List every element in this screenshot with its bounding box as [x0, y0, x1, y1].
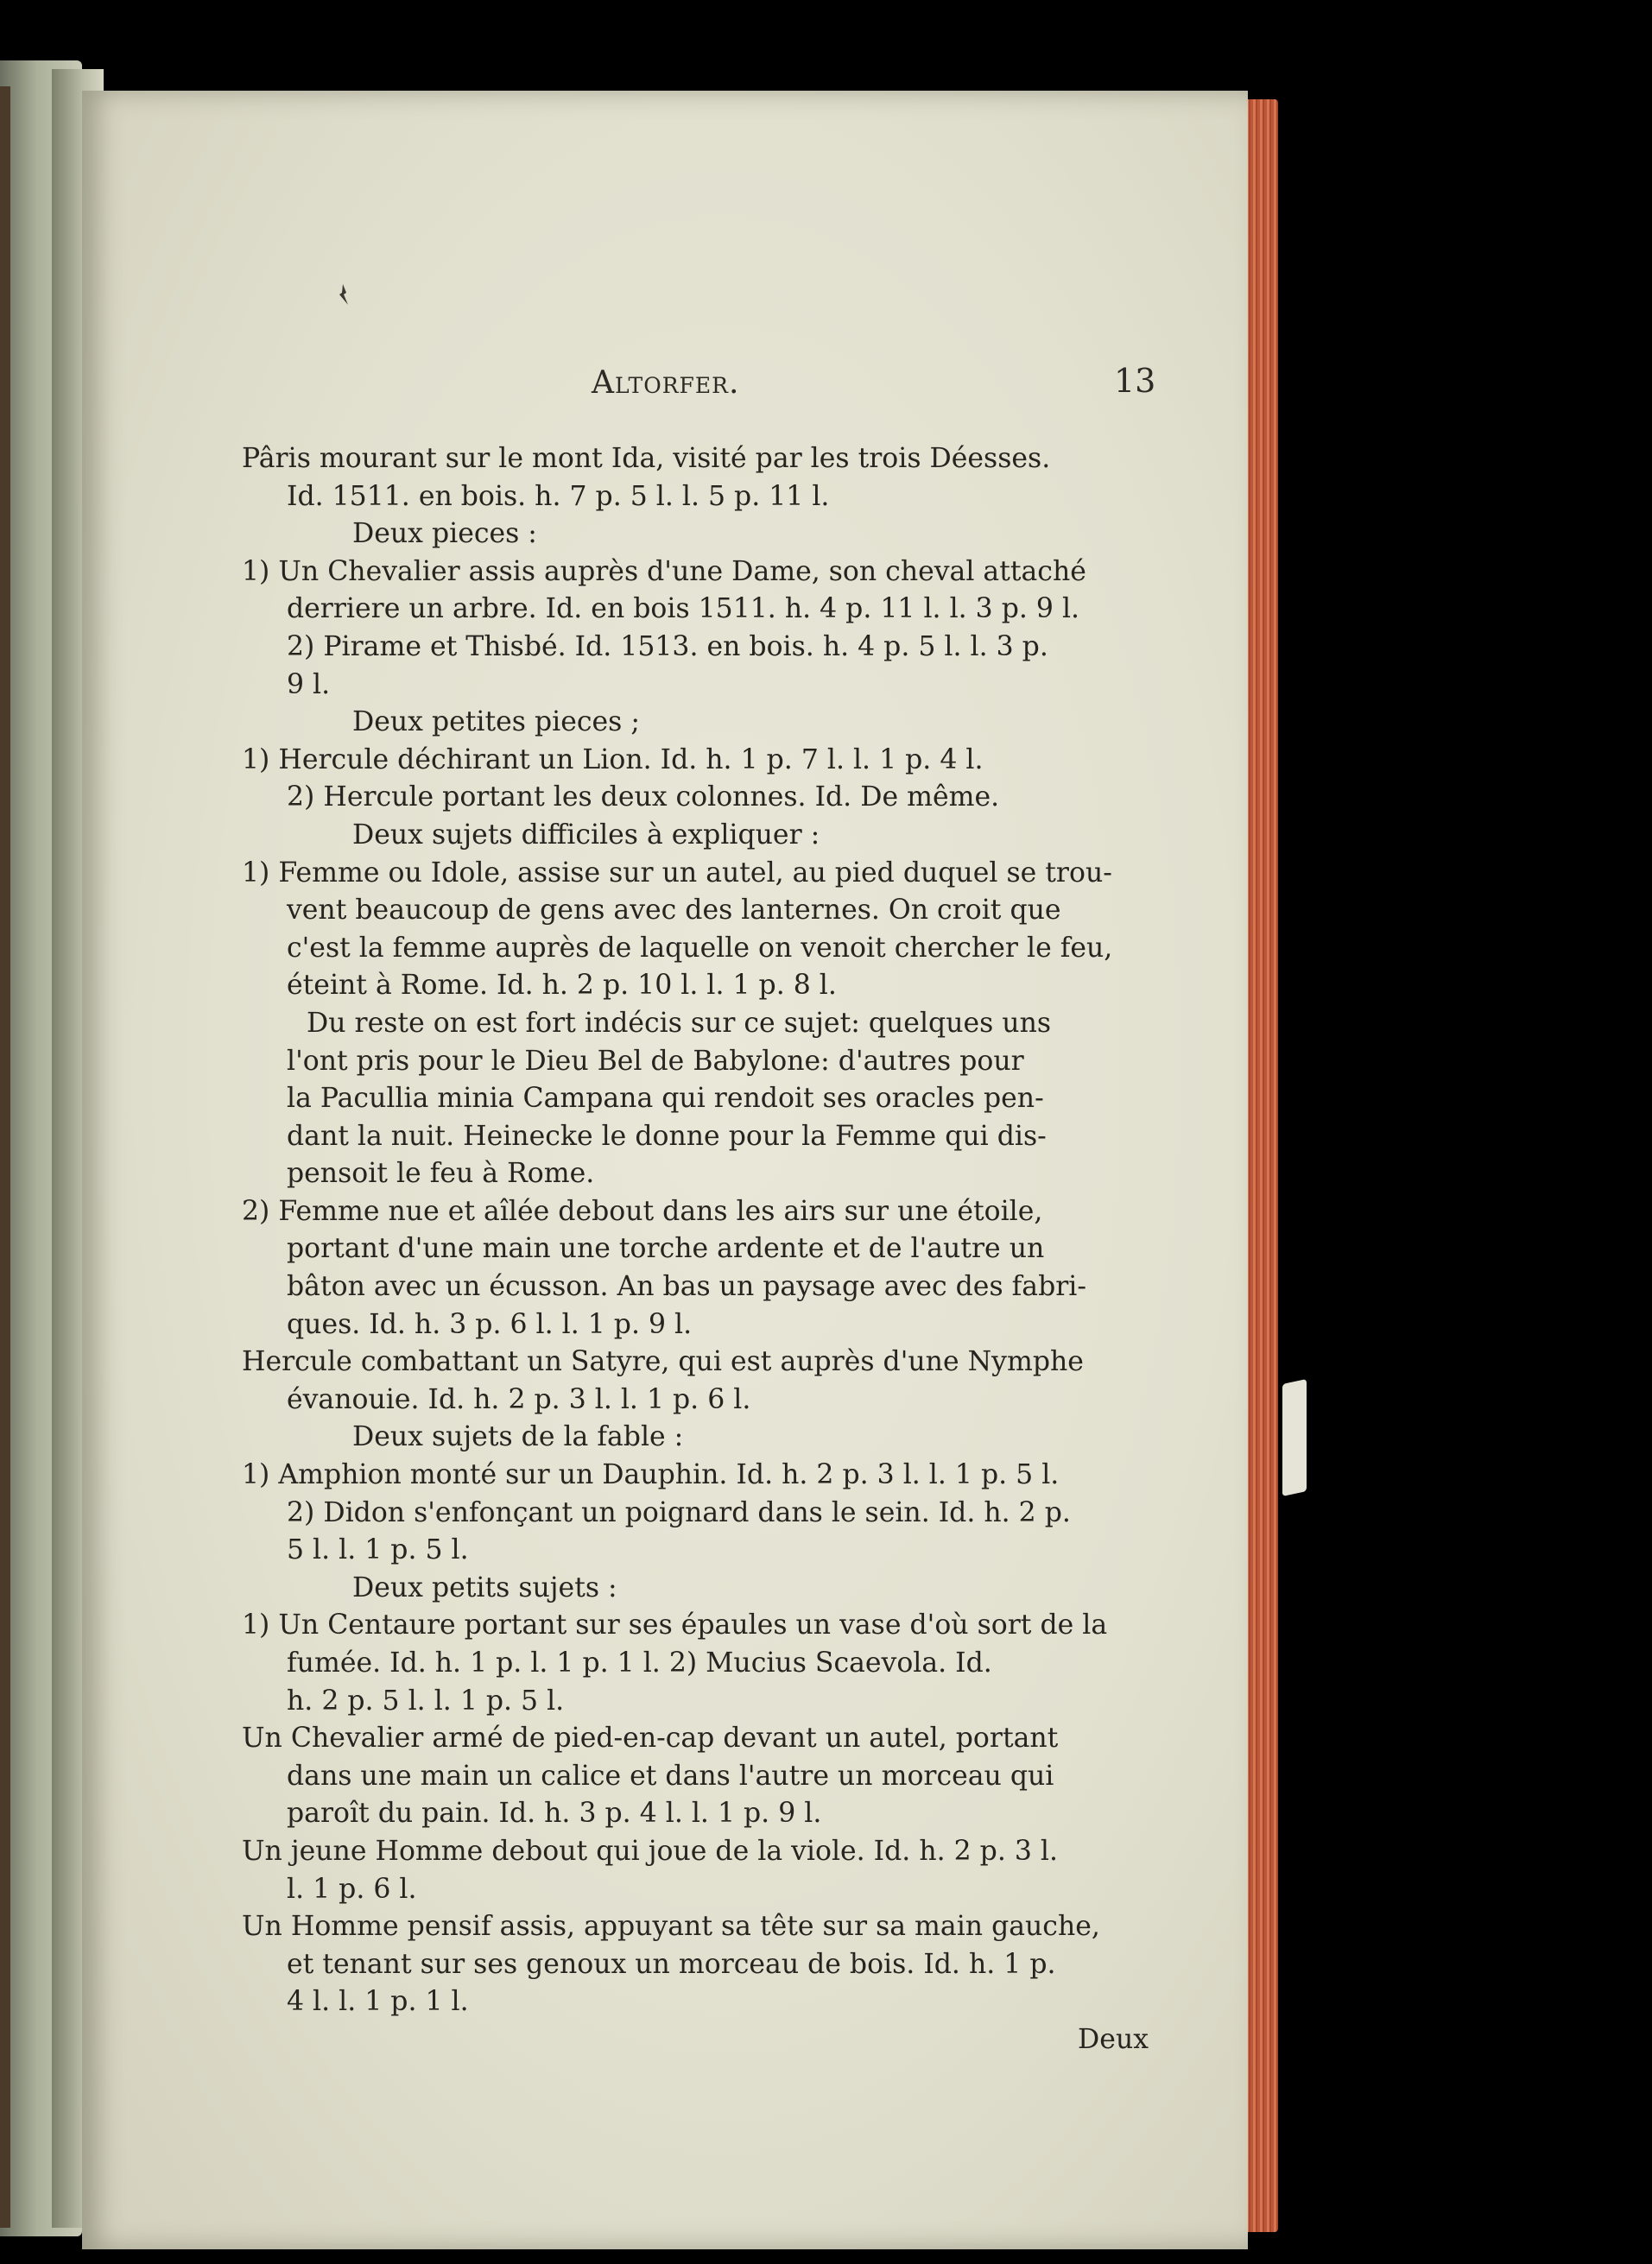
text-line: éteint à Rome. Id. h. 2 p. 10 l. l. 1 p. 8 l.: [287, 970, 837, 1002]
text-line: c'est la femme auprès de laquelle on venoit chercher le feu,: [287, 932, 1113, 964]
text-line: la Pacullia minia Campana qui rendoit ses oracles pen-: [287, 1083, 1044, 1115]
text-line: Hercule combattant un Satyre, qui est auprès d'une Nymphe: [242, 1346, 1084, 1378]
page-fore-edge: [1244, 99, 1278, 2232]
page-number: 13: [1114, 362, 1156, 400]
text-line: Id. 1511. en bois. h. 7 p. 5 l. l. 5 p. 11 l.: [287, 480, 830, 512]
text-line: l. 1 p. 6 l.: [287, 1873, 417, 1905]
text-line: 2) Femme nue et aîlée debout dans les airs sur une étoile,: [242, 1195, 1043, 1227]
text-line: portant d'une main une torche ardente et de l'autre un: [287, 1233, 1045, 1265]
text-line: ques. Id. h. 3 p. 6 l. l. 1 p. 9 l.: [287, 1308, 693, 1340]
section-heading: Deux petites pieces ;: [352, 706, 640, 738]
text-line: Un jeune Homme debout qui joue de la viole. Id. h. 2 p. 3 l.: [242, 1835, 1059, 1867]
text-line: Un Homme pensif assis, appuyant sa tête sur sa main gauche,: [242, 1911, 1100, 1943]
text-line: Du reste on est fort indécis sur ce sujet: quelques uns: [307, 1007, 1052, 1039]
text-line: paroît du pain. Id. h. 3 p. 4 l. l. 1 p. 9 l.: [287, 1798, 822, 1830]
text-line: derriere un arbre. Id. en bois 1511. h. 4 p. 11 l. l. 3 p. 9 l.: [287, 593, 1080, 625]
text-line: dans une main un calice et dans l'autre un morceau qui: [287, 1760, 1054, 1792]
catchword: Deux: [1078, 2023, 1149, 2055]
text-line: 2) Didon s'enfonçant un poignard dans le sein. Id. h. 2 p.: [287, 1496, 1071, 1528]
text-line: 1) Un Centaure portant sur ses épaules un vase d'où sort de la: [242, 1609, 1108, 1641]
ink-mark-icon: [334, 282, 351, 308]
left-cover-edge: [0, 86, 10, 2228]
section-heading: Deux sujets de la fable :: [352, 1421, 684, 1453]
running-head: Altorfer.: [592, 365, 740, 401]
text-line: 1) Femme ou Idole, assise sur un autel, au pied duquel se trou-: [242, 857, 1112, 889]
text-line: 9 l.: [287, 668, 331, 700]
section-heading: Deux petits sujets :: [352, 1572, 617, 1603]
text-line: h. 2 p. 5 l. l. 1 p. 5 l.: [287, 1685, 565, 1717]
text-line: Pâris mourant sur le mont Ida, visité par les trois Déesses.: [242, 443, 1051, 474]
text-line: 1) Amphion monté sur un Dauphin. Id. h. 2 p. 3 l. l. 1 p. 5 l.: [242, 1459, 1060, 1491]
text-line: et tenant sur ses genoux un morceau de bois. Id. h. 1 p.: [287, 1948, 1056, 1980]
text-line: 1) Hercule déchirant un Lion. Id. h. 1 p. 7 l. l. 1 p. 4 l.: [242, 743, 984, 775]
text-line: 4 l. l. 1 p. 1 l.: [287, 1986, 469, 2018]
page-header: [82, 357, 1248, 408]
text-line: fumée. Id. h. 1 p. l. 1 p. 1 l. 2) Mucius Scaevola. Id.: [287, 1647, 992, 1679]
text-line: 1) Un Chevalier assis auprès d'une Dame, son cheval attaché: [242, 555, 1086, 587]
book-page: [82, 91, 1248, 2249]
page-body: [242, 440, 1149, 2059]
text-line: 2) Pirame et Thisbé. Id. 1513. en bois. h. 4 p. 5 l. l. 3 p.: [287, 630, 1048, 662]
text-line: vent beaucoup de gens avec des lanternes. On croit que: [287, 895, 1061, 926]
page-tab-marker: [1282, 1379, 1307, 1496]
text-line: Un Chevalier armé de pied-en-cap devant un autel, portant: [242, 1723, 1059, 1755]
text-line: évanouie. Id. h. 2 p. 3 l. l. 1 p. 6 l.: [287, 1383, 751, 1415]
section-heading: Deux sujets difficiles à expliquer :: [352, 819, 820, 851]
text-line: bâton avec un écusson. An bas un paysage avec des fabri-: [287, 1271, 1087, 1303]
text-line: 2) Hercule portant les deux colonnes. Id. De même.: [287, 781, 1000, 813]
text-line: 5 l. l. 1 p. 5 l.: [287, 1534, 469, 1566]
text-line: pensoit le feu à Rome.: [287, 1158, 595, 1190]
text-line: dant la nuit. Heinecke le donne pour la Femme qui dis-: [287, 1120, 1047, 1152]
section-heading: Deux pieces :: [352, 518, 537, 550]
text-line: l'ont pris pour le Dieu Bel de Babylone: d'autres pour: [287, 1045, 1024, 1077]
